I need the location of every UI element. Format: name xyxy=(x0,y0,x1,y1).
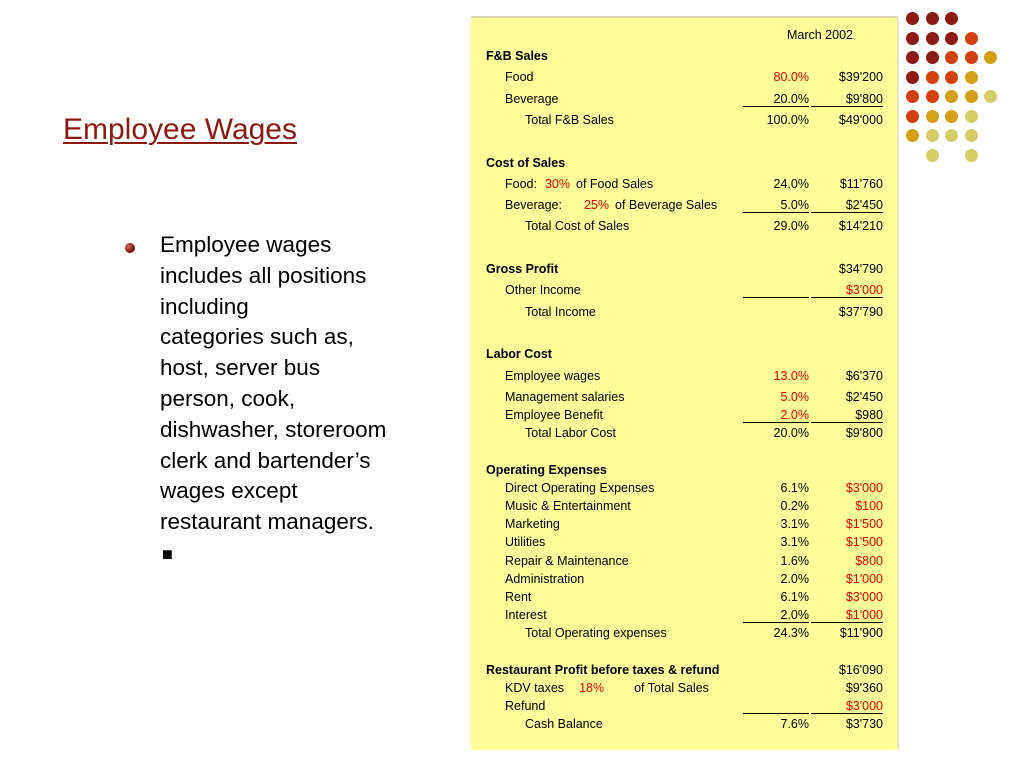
statement-row xyxy=(471,717,898,735)
rate-description: of Beverage Sales xyxy=(615,198,718,213)
row-amount: $9'800 xyxy=(811,92,883,107)
row-amount: $49'000 xyxy=(838,112,883,127)
decorative-dot xyxy=(984,90,997,103)
rate-description: of Total Sales xyxy=(634,681,709,695)
row-amount: $800 xyxy=(855,553,883,568)
statement-row xyxy=(471,305,898,323)
row-label: Rent xyxy=(505,590,532,604)
row-amount: $39'200 xyxy=(838,70,883,85)
row-percent: 24.3% xyxy=(773,626,809,641)
row-label: F&B Sales xyxy=(486,49,548,63)
bullet-line: person, cook, xyxy=(160,385,296,411)
row-label: Food xyxy=(505,70,534,85)
row-amount: $16'090 xyxy=(838,662,883,677)
statement-row xyxy=(471,626,898,644)
decorative-dot xyxy=(965,32,978,45)
row-amount: $3'730 xyxy=(845,717,883,732)
row-label: Utilities xyxy=(505,535,546,550)
decorative-dot xyxy=(926,149,939,162)
decorative-dot xyxy=(965,129,978,142)
decorative-dot xyxy=(906,71,919,84)
row-percent: 6.1% xyxy=(780,480,809,495)
row-amount: $6'370 xyxy=(845,368,883,383)
statement-row xyxy=(471,70,898,88)
statement-row xyxy=(471,113,898,131)
statement-row xyxy=(471,572,898,590)
row-label: Total Income xyxy=(525,304,596,319)
slide-title: Employee Wages xyxy=(63,113,297,146)
row-label: Food: 30% of Food Sales xyxy=(505,176,654,191)
row-label: KDV taxes 18% of Total Sales xyxy=(505,681,709,695)
row-label: Restaurant Profit before taxes & refund xyxy=(486,662,720,677)
row-label: Cash Balance xyxy=(525,717,603,732)
row-label: Cost of Sales xyxy=(486,155,566,170)
statement-row xyxy=(471,92,898,110)
statement-row xyxy=(471,426,898,444)
decorative-dot xyxy=(965,51,978,64)
decorative-dot xyxy=(926,12,939,25)
decorative-dot xyxy=(926,71,939,84)
statement-row xyxy=(471,463,898,481)
decorative-dot xyxy=(945,110,958,123)
decorative-dot xyxy=(906,51,919,64)
row-percent: 3.1% xyxy=(780,517,809,532)
statement-row xyxy=(471,177,898,195)
row-label: Total Cost of Sales xyxy=(525,219,630,234)
row-percent: 7.6% xyxy=(780,717,809,732)
row-percent: 6.1% xyxy=(780,590,809,604)
row-label: Total Labor Cost xyxy=(525,426,617,441)
bullet-line: categories such as, xyxy=(160,324,354,350)
decorative-dot xyxy=(945,129,958,142)
row-amount: $1'500 xyxy=(845,535,883,550)
row-label: Interest xyxy=(505,608,547,623)
decorative-dot xyxy=(945,12,958,25)
row-amount: $1'000 xyxy=(845,571,883,586)
decorative-dot xyxy=(945,90,958,103)
row-amount: $37'790 xyxy=(838,304,883,319)
bullet-line: includes all positions xyxy=(160,262,367,288)
row-amount: $2'450 xyxy=(811,198,883,213)
statement-row xyxy=(471,219,898,237)
statement-row xyxy=(471,198,898,216)
rate-value: 18% xyxy=(579,681,605,695)
row-label: Labor Cost xyxy=(486,347,552,362)
decorative-dot xyxy=(965,149,978,162)
row-amount: $11'900 xyxy=(839,626,883,641)
row-percent: 1.6% xyxy=(780,553,809,568)
row-amount: $3'000 xyxy=(845,590,883,604)
bullet-line: restaurant managers. xyxy=(160,509,374,535)
row-percent: 3.1% xyxy=(780,535,809,550)
row-amount: $9'360 xyxy=(845,681,883,695)
decorative-dot xyxy=(965,71,978,84)
row-amount: $980 xyxy=(811,408,883,423)
statement-row xyxy=(471,408,898,426)
statement-row xyxy=(471,699,898,717)
decorative-dot xyxy=(945,32,958,45)
bullet-list xyxy=(120,230,420,570)
rate-value: 30% xyxy=(544,176,570,191)
sheet-edge xyxy=(897,18,899,750)
row-label: Music & Entertainment xyxy=(505,499,631,513)
decorative-dot xyxy=(926,32,939,45)
statement-row xyxy=(471,608,898,626)
row-amount: $34'790 xyxy=(838,262,883,276)
statement-row xyxy=(471,49,898,67)
row-label: Other Income xyxy=(505,283,581,298)
row-label: Beverage: 25% of Beverage Sales xyxy=(505,198,718,213)
statement-row xyxy=(471,554,898,572)
bullet-line: wages except xyxy=(160,478,298,504)
row-amount: $3'000 xyxy=(811,283,883,298)
decorative-dot xyxy=(906,110,919,123)
row-percent: 20.0% xyxy=(743,92,809,107)
row-label: Repair & Maintenance xyxy=(505,553,629,568)
row-label: Administration xyxy=(505,571,585,586)
decorative-dot-grid xyxy=(906,12,1016,172)
row-label: Gross Profit xyxy=(486,262,559,276)
statement-row xyxy=(471,590,898,608)
row-amount: $1'000 xyxy=(811,608,883,623)
decorative-dot xyxy=(965,110,978,123)
row-percent: 5.0% xyxy=(743,198,809,213)
statement-row xyxy=(471,535,898,553)
bullet-line: Employee wages xyxy=(160,232,332,257)
row-percent: 29.0% xyxy=(773,219,809,234)
decorative-dot xyxy=(906,12,919,25)
row-percent: 5.0% xyxy=(780,389,809,404)
row-amount: $100 xyxy=(855,499,883,513)
decorative-dot xyxy=(906,90,919,103)
row-percent xyxy=(743,283,809,298)
row-label: Total Operating expenses xyxy=(525,626,667,641)
end-of-text-square-icon: ■ xyxy=(162,543,173,564)
statement-row xyxy=(471,681,898,699)
row-label: Direct Operating Expenses xyxy=(505,480,655,495)
statement-row xyxy=(471,347,898,365)
row-amount: $11'760 xyxy=(839,176,883,191)
statement-row xyxy=(471,390,898,408)
row-label: Employee wages xyxy=(505,368,601,383)
bullet-line: clerk and bartender’s xyxy=(160,447,371,473)
row-percent: 100.0% xyxy=(766,112,809,127)
decorative-dot xyxy=(945,51,958,64)
decorative-dot xyxy=(926,110,939,123)
row-percent: 2.0% xyxy=(743,608,809,623)
row-percent: 80.0% xyxy=(773,70,809,85)
row-amount: $2'450 xyxy=(845,389,883,404)
statement-row xyxy=(471,663,898,681)
row-label: Beverage xyxy=(505,91,559,106)
statement-row xyxy=(471,517,898,535)
decorative-dot xyxy=(965,90,978,103)
bullet-dot-icon xyxy=(125,243,135,253)
statement-row xyxy=(471,283,898,301)
row-percent: 2.0% xyxy=(743,408,809,423)
row-label: Refund xyxy=(505,699,546,714)
income-statement-sheet xyxy=(471,18,898,750)
statement-row xyxy=(471,481,898,499)
row-amount: $3'000 xyxy=(811,699,883,714)
row-label: Employee Benefit xyxy=(505,408,603,422)
decorative-dot xyxy=(906,129,919,142)
bullet-text xyxy=(160,230,430,570)
row-amount: $9'800 xyxy=(845,426,883,441)
decorative-dot xyxy=(945,71,958,84)
decorative-dot xyxy=(926,51,939,64)
row-percent: 13.0% xyxy=(773,368,809,383)
row-amount: $14'210 xyxy=(838,219,883,234)
row-percent: 24.0% xyxy=(773,176,809,191)
decorative-dot xyxy=(926,129,939,142)
rate-value: 25% xyxy=(583,198,610,213)
decorative-dot xyxy=(926,90,939,103)
row-label: Operating Expenses xyxy=(486,462,607,477)
row-percent: 20.0% xyxy=(773,426,809,441)
rate-description: of Food Sales xyxy=(576,176,654,191)
sheet-header-row xyxy=(471,28,898,46)
decorative-dot xyxy=(906,32,919,45)
row-amount: $1'500 xyxy=(845,517,883,532)
bullet-line: dishwasher, storeroom xyxy=(160,416,387,442)
decorative-dot xyxy=(984,51,997,64)
sheet-period-header: March 2002 xyxy=(786,28,853,42)
bullet-line: including xyxy=(160,293,249,319)
statement-row xyxy=(471,499,898,517)
statement-row xyxy=(471,369,898,387)
statement-row xyxy=(471,156,898,174)
row-label: Management salaries xyxy=(505,389,625,404)
row-percent: 2.0% xyxy=(780,571,809,586)
row-label: Marketing xyxy=(505,517,560,532)
row-amount: $3'000 xyxy=(845,480,883,495)
row-percent xyxy=(743,699,809,714)
row-percent: 0.2% xyxy=(780,499,809,513)
row-label: Total F&B Sales xyxy=(525,112,614,127)
bullet-line: host, server bus xyxy=(160,355,321,381)
statement-row xyxy=(471,262,898,280)
